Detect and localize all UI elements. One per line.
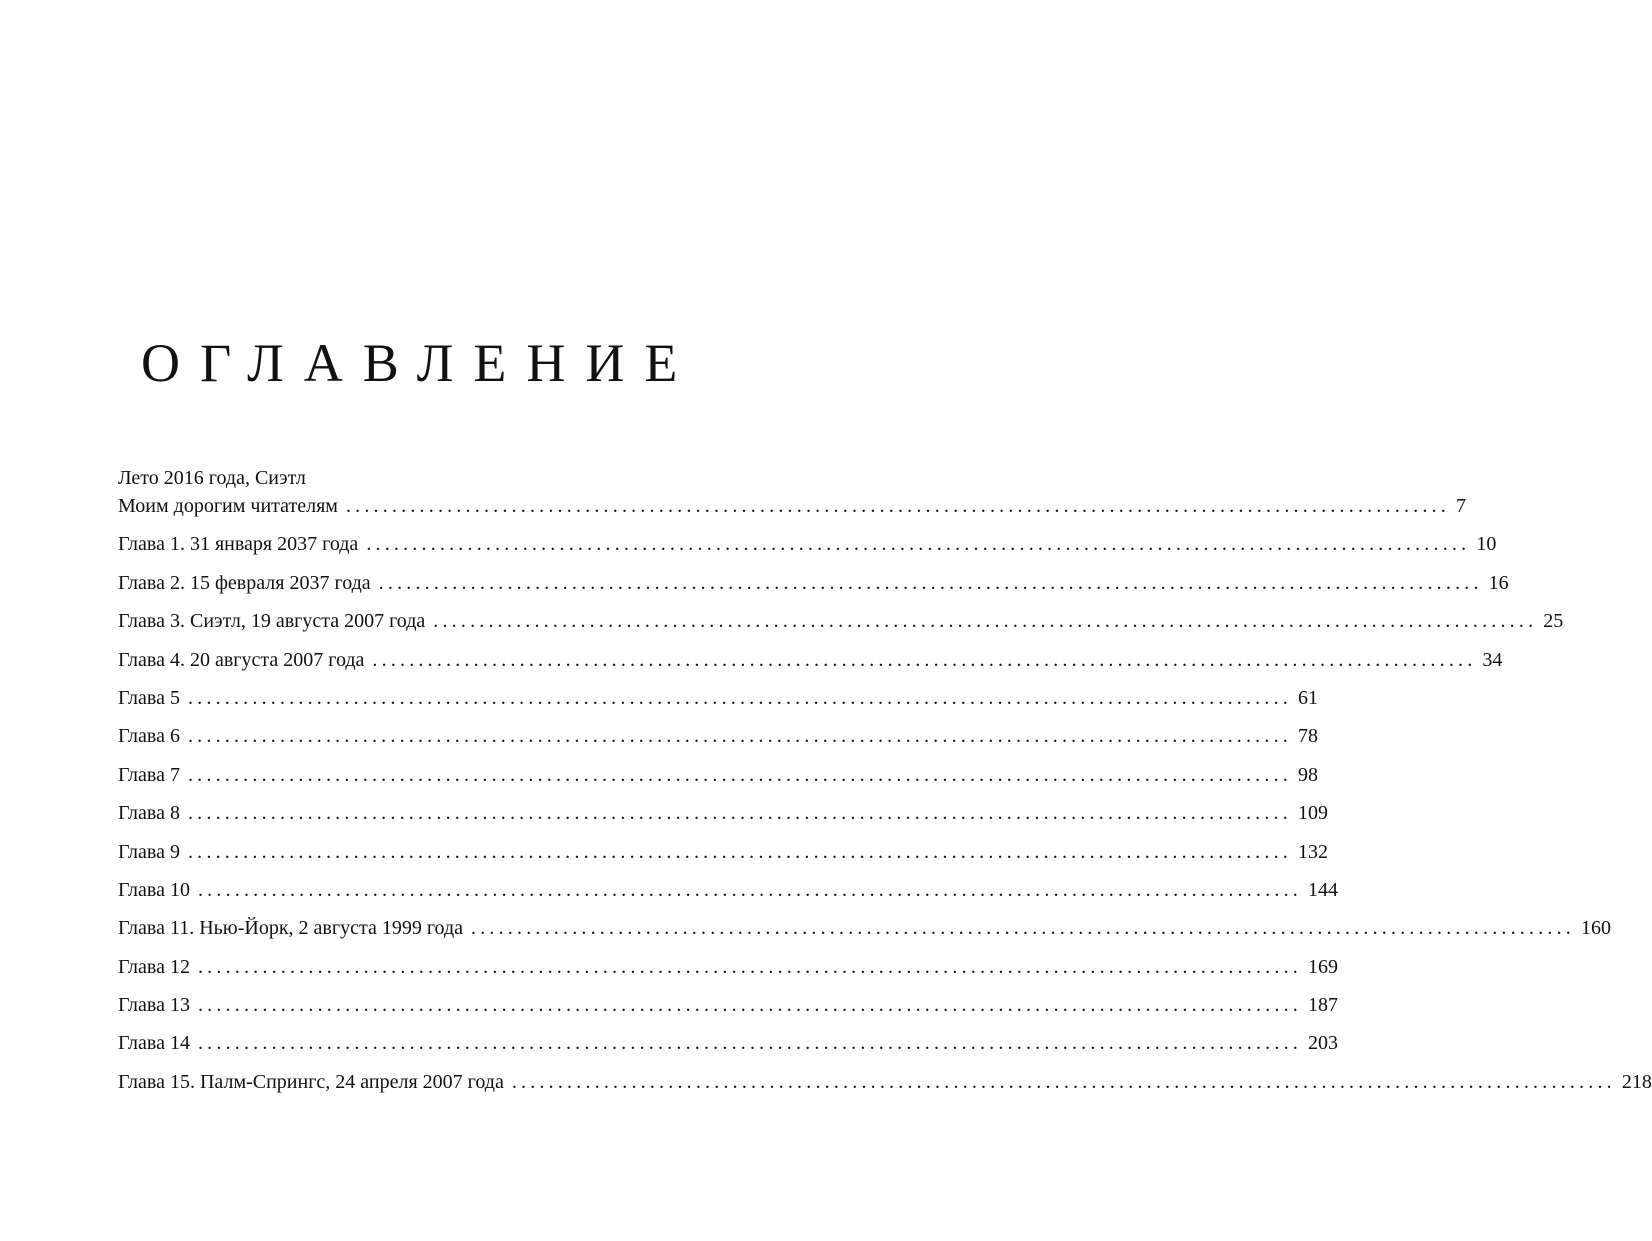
dot-leader: ........................................................................................................................ (471, 917, 1575, 940)
toc-entry-page: 187 (1307, 994, 1338, 1017)
toc-entry-label: Глава 1. 31 января 2037 года (118, 533, 359, 556)
dot-leader: ........................................................................................................................ (433, 610, 1538, 633)
toc-entry (118, 761, 1318, 789)
toc-entry-label: Глава 7 (118, 763, 180, 786)
toc-entry-label: Глава 8 (118, 802, 180, 825)
dot-leader: ........................................................................................................................ (187, 763, 1292, 786)
toc-entry-page: 61 (1297, 686, 1318, 709)
toc-entry-label: Глава 4. 20 августа 2007 года (118, 648, 365, 671)
toc-entry-page: 98 (1297, 763, 1318, 786)
toc-entry-page: 218 (1621, 1070, 1652, 1093)
toc-entry (118, 722, 1318, 750)
toc-entry-page: 78 (1297, 725, 1318, 748)
toc-entry-label: Моим дорогим читателям (118, 495, 338, 517)
toc-entry (118, 1029, 1338, 1057)
dot-leader: ........................................................................................................................ (378, 571, 1483, 594)
toc-entry-label: Глава 12 (118, 955, 190, 978)
dot-leader: ........................................................................................................................ (197, 878, 1302, 901)
toc-entry (118, 838, 1328, 866)
toc-entry (118, 530, 1497, 558)
dot-leader: ........................................................................................................................ (197, 1032, 1302, 1055)
toc-entry-label: Глава 15. Палм-Спрингс, 24 апреля 2007 года (118, 1070, 504, 1093)
toc-entry-label: Глава 3. Сиэтл, 19 августа 2007 года (118, 610, 426, 633)
toc-entry (118, 569, 1509, 597)
toc-entry-page: 144 (1307, 878, 1338, 901)
toc-entry-page: 109 (1297, 802, 1328, 825)
toc-entry (118, 991, 1338, 1019)
toc-entry-label: Глава 10 (118, 878, 190, 901)
dot-leader: ........................................................................................................................ (345, 495, 1450, 517)
toc-entry-label: Глава 9 (118, 840, 180, 863)
dot-leader: ........................................................................................................................ (187, 840, 1292, 863)
toc-entry-page: 10 (1476, 533, 1497, 556)
toc-entry-label: Глава 11. Нью-Йорк, 2 августа 1999 года (118, 917, 463, 940)
toc-entry-label: Глава 2. 15 февраля 2037 года (118, 571, 371, 594)
toc-entry-page: 169 (1307, 955, 1338, 978)
dot-leader: ........................................................................................................................ (372, 648, 1477, 671)
toc-entry-label: Глава 6 (118, 725, 180, 748)
toc-entry-page: 132 (1297, 840, 1328, 863)
dot-leader: ........................................................................................................................ (197, 955, 1302, 978)
toc-entry (118, 799, 1328, 827)
table-of-contents (118, 464, 1652, 1096)
toc-entry-page: 203 (1307, 1032, 1338, 1055)
toc-entry-label: Глава 5 (118, 686, 180, 709)
toc-entry (118, 607, 1564, 635)
toc-entry (118, 914, 1611, 942)
toc-entry (118, 646, 1503, 674)
dot-leader: ........................................................................................................................ (187, 686, 1292, 709)
toc-entry-heading: Лето 2016 года, Сиэтл (118, 467, 306, 489)
dot-leader: ........................................................................................................................ (511, 1070, 1616, 1093)
toc-entry (118, 876, 1338, 904)
toc-entry (118, 1068, 1652, 1096)
toc-entry-label: Глава 13 (118, 994, 190, 1017)
toc-entry-page: 7 (1455, 495, 1466, 517)
toc-entry-page: 34 (1482, 648, 1503, 671)
dot-leader: ........................................................................................................................ (197, 994, 1302, 1017)
toc-entry-page: 25 (1543, 610, 1564, 633)
toc-entry (118, 684, 1318, 712)
dot-leader: ........................................................................................................................ (366, 533, 1471, 556)
dot-leader: ........................................................................................................................ (187, 725, 1292, 748)
toc-entry-page: 160 (1581, 917, 1611, 940)
toc-entry (118, 953, 1338, 981)
toc-entry-label: Глава 14 (118, 1032, 190, 1055)
page-title: ОГЛАВЛЕНИЕ (141, 333, 698, 393)
dot-leader: ........................................................................................................................ (187, 802, 1292, 825)
toc-entry-page: 16 (1488, 571, 1509, 594)
toc-entry (118, 464, 1466, 520)
